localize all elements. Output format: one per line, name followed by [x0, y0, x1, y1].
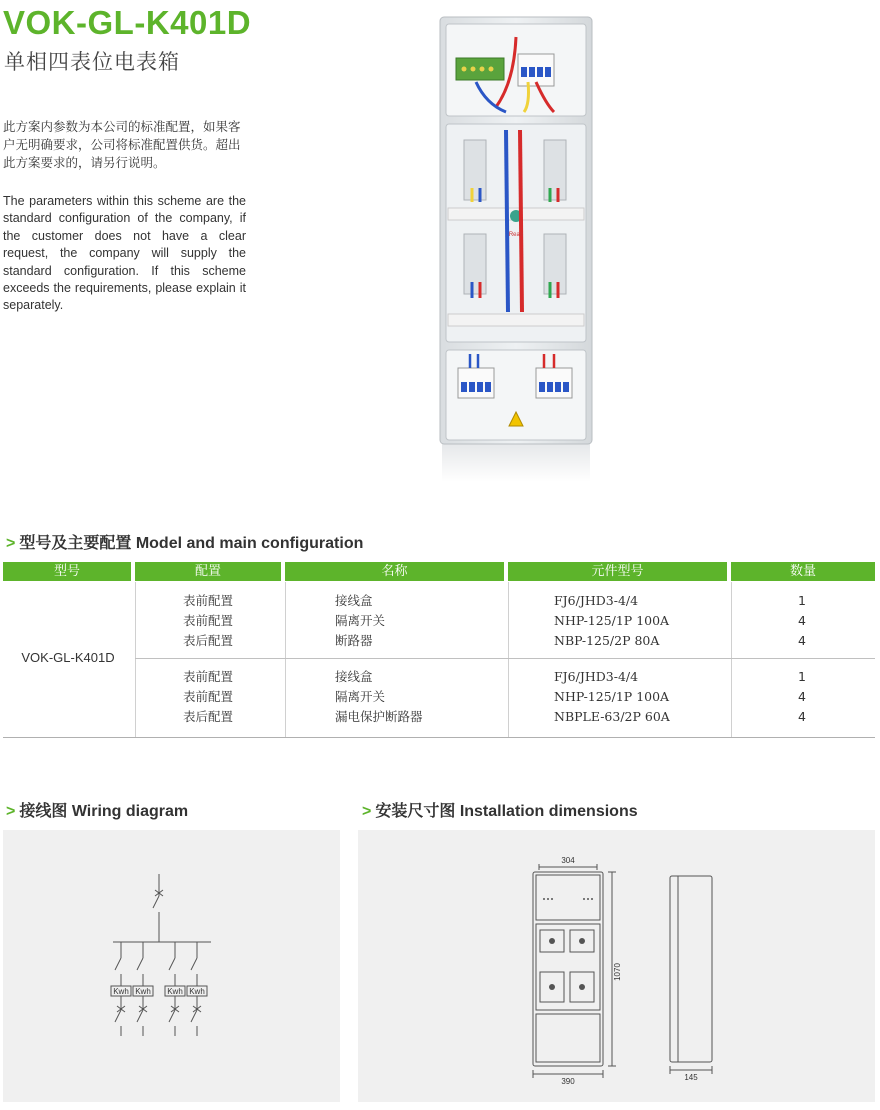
- intro-text-cn: 此方案内参数为本公司的标准配置，如果客户无明确要求，公司将标准配置供货。超出此方案要求的，请另行说明。: [3, 119, 241, 170]
- qty-cell: 4: [798, 689, 806, 704]
- section-arrow-icon: >: [6, 803, 16, 820]
- part-cell: NBPLE-63/2P 60A: [554, 709, 670, 724]
- col-header-qty: 数量: [731, 562, 875, 581]
- config-cell: 表前配置: [183, 613, 234, 628]
- installation-diagram-panel: [358, 830, 875, 1102]
- qty-cell: 1: [798, 593, 806, 608]
- install-section-title: [362, 798, 638, 821]
- part-cell: NHP-125/1P 100A: [554, 689, 670, 704]
- brand-mark: Reab: [508, 232, 524, 238]
- name-cell: 隔离开关: [335, 613, 386, 628]
- install-title-cn: 安装尺寸图: [375, 801, 456, 820]
- wiring-diagram: [3, 830, 340, 1102]
- dim-height-label: 1070: [613, 963, 622, 981]
- model-cell: VOK-GL-K401D: [21, 650, 115, 665]
- section-arrow-icon: >: [362, 803, 372, 820]
- name-cell: 断路器: [335, 633, 373, 648]
- part-cell: NHP-125/1P 100A: [554, 613, 670, 628]
- qty-cell: 1: [798, 669, 806, 684]
- config-cell: 表前配置: [183, 669, 234, 684]
- section-arrow-icon: >: [6, 535, 16, 552]
- intro-text-en: The parameters within this scheme are the standard configuration of the company, if the customer does not have a clear request, the company will supply the standard configuration. If this scheme exceeds the requirements, please explain it separately.: [3, 194, 246, 313]
- name-cell: 接线盒: [335, 593, 373, 608]
- part-cell: FJ6/JHD3-4/4: [554, 669, 639, 684]
- qty-cell: 4: [798, 613, 806, 628]
- wiring-title-cn: 接线图: [19, 801, 68, 820]
- part-cell: NBP-125/2P 80A: [554, 633, 660, 648]
- install-title-en: Installation dimensions: [459, 803, 638, 820]
- config-title-cn: 型号及主要配置: [19, 533, 132, 552]
- product-photo: [436, 12, 596, 482]
- dim-top-label: 304: [561, 856, 575, 865]
- part-cell: FJ6/JHD3-4/4: [554, 593, 639, 608]
- qty-cell: 4: [798, 709, 806, 724]
- name-cell: 接线盒: [335, 669, 373, 684]
- col-header-config: 配置: [135, 562, 281, 581]
- wiring-title-en: Wiring diagram: [71, 803, 189, 820]
- config-cell: 表后配置: [183, 709, 234, 724]
- dim-bottom-label: 390: [561, 1077, 575, 1086]
- installation-diagram: [358, 830, 875, 1102]
- config-cell: 表后配置: [183, 633, 234, 648]
- kwh-label: Kwh: [135, 987, 151, 996]
- config-cell: 表前配置: [183, 689, 234, 704]
- col-header-model: 型号: [3, 562, 131, 581]
- wiring-diagram-panel: [3, 830, 340, 1102]
- name-cell: 漏电保护断路器: [335, 709, 423, 724]
- config-title-en: Model and main configuration: [135, 535, 364, 552]
- col-header-part: 元件型号: [508, 562, 727, 581]
- model-title: VOK-GL-K401D: [3, 4, 252, 41]
- col-header-name: 名称: [285, 562, 504, 581]
- name-cell: 隔离开关: [335, 689, 386, 704]
- config-table: [3, 582, 875, 738]
- config-cell: 表前配置: [183, 593, 234, 608]
- kwh-label: Kwh: [167, 987, 183, 996]
- config-section-title: [6, 530, 363, 553]
- wiring-section-title: [6, 798, 188, 821]
- model-subtitle: 单相四表位电表箱: [4, 50, 180, 74]
- dim-depth-label: 145: [684, 1073, 698, 1082]
- kwh-label: Kwh: [113, 987, 129, 996]
- kwh-label: Kwh: [189, 987, 205, 996]
- qty-cell: 4: [798, 633, 806, 648]
